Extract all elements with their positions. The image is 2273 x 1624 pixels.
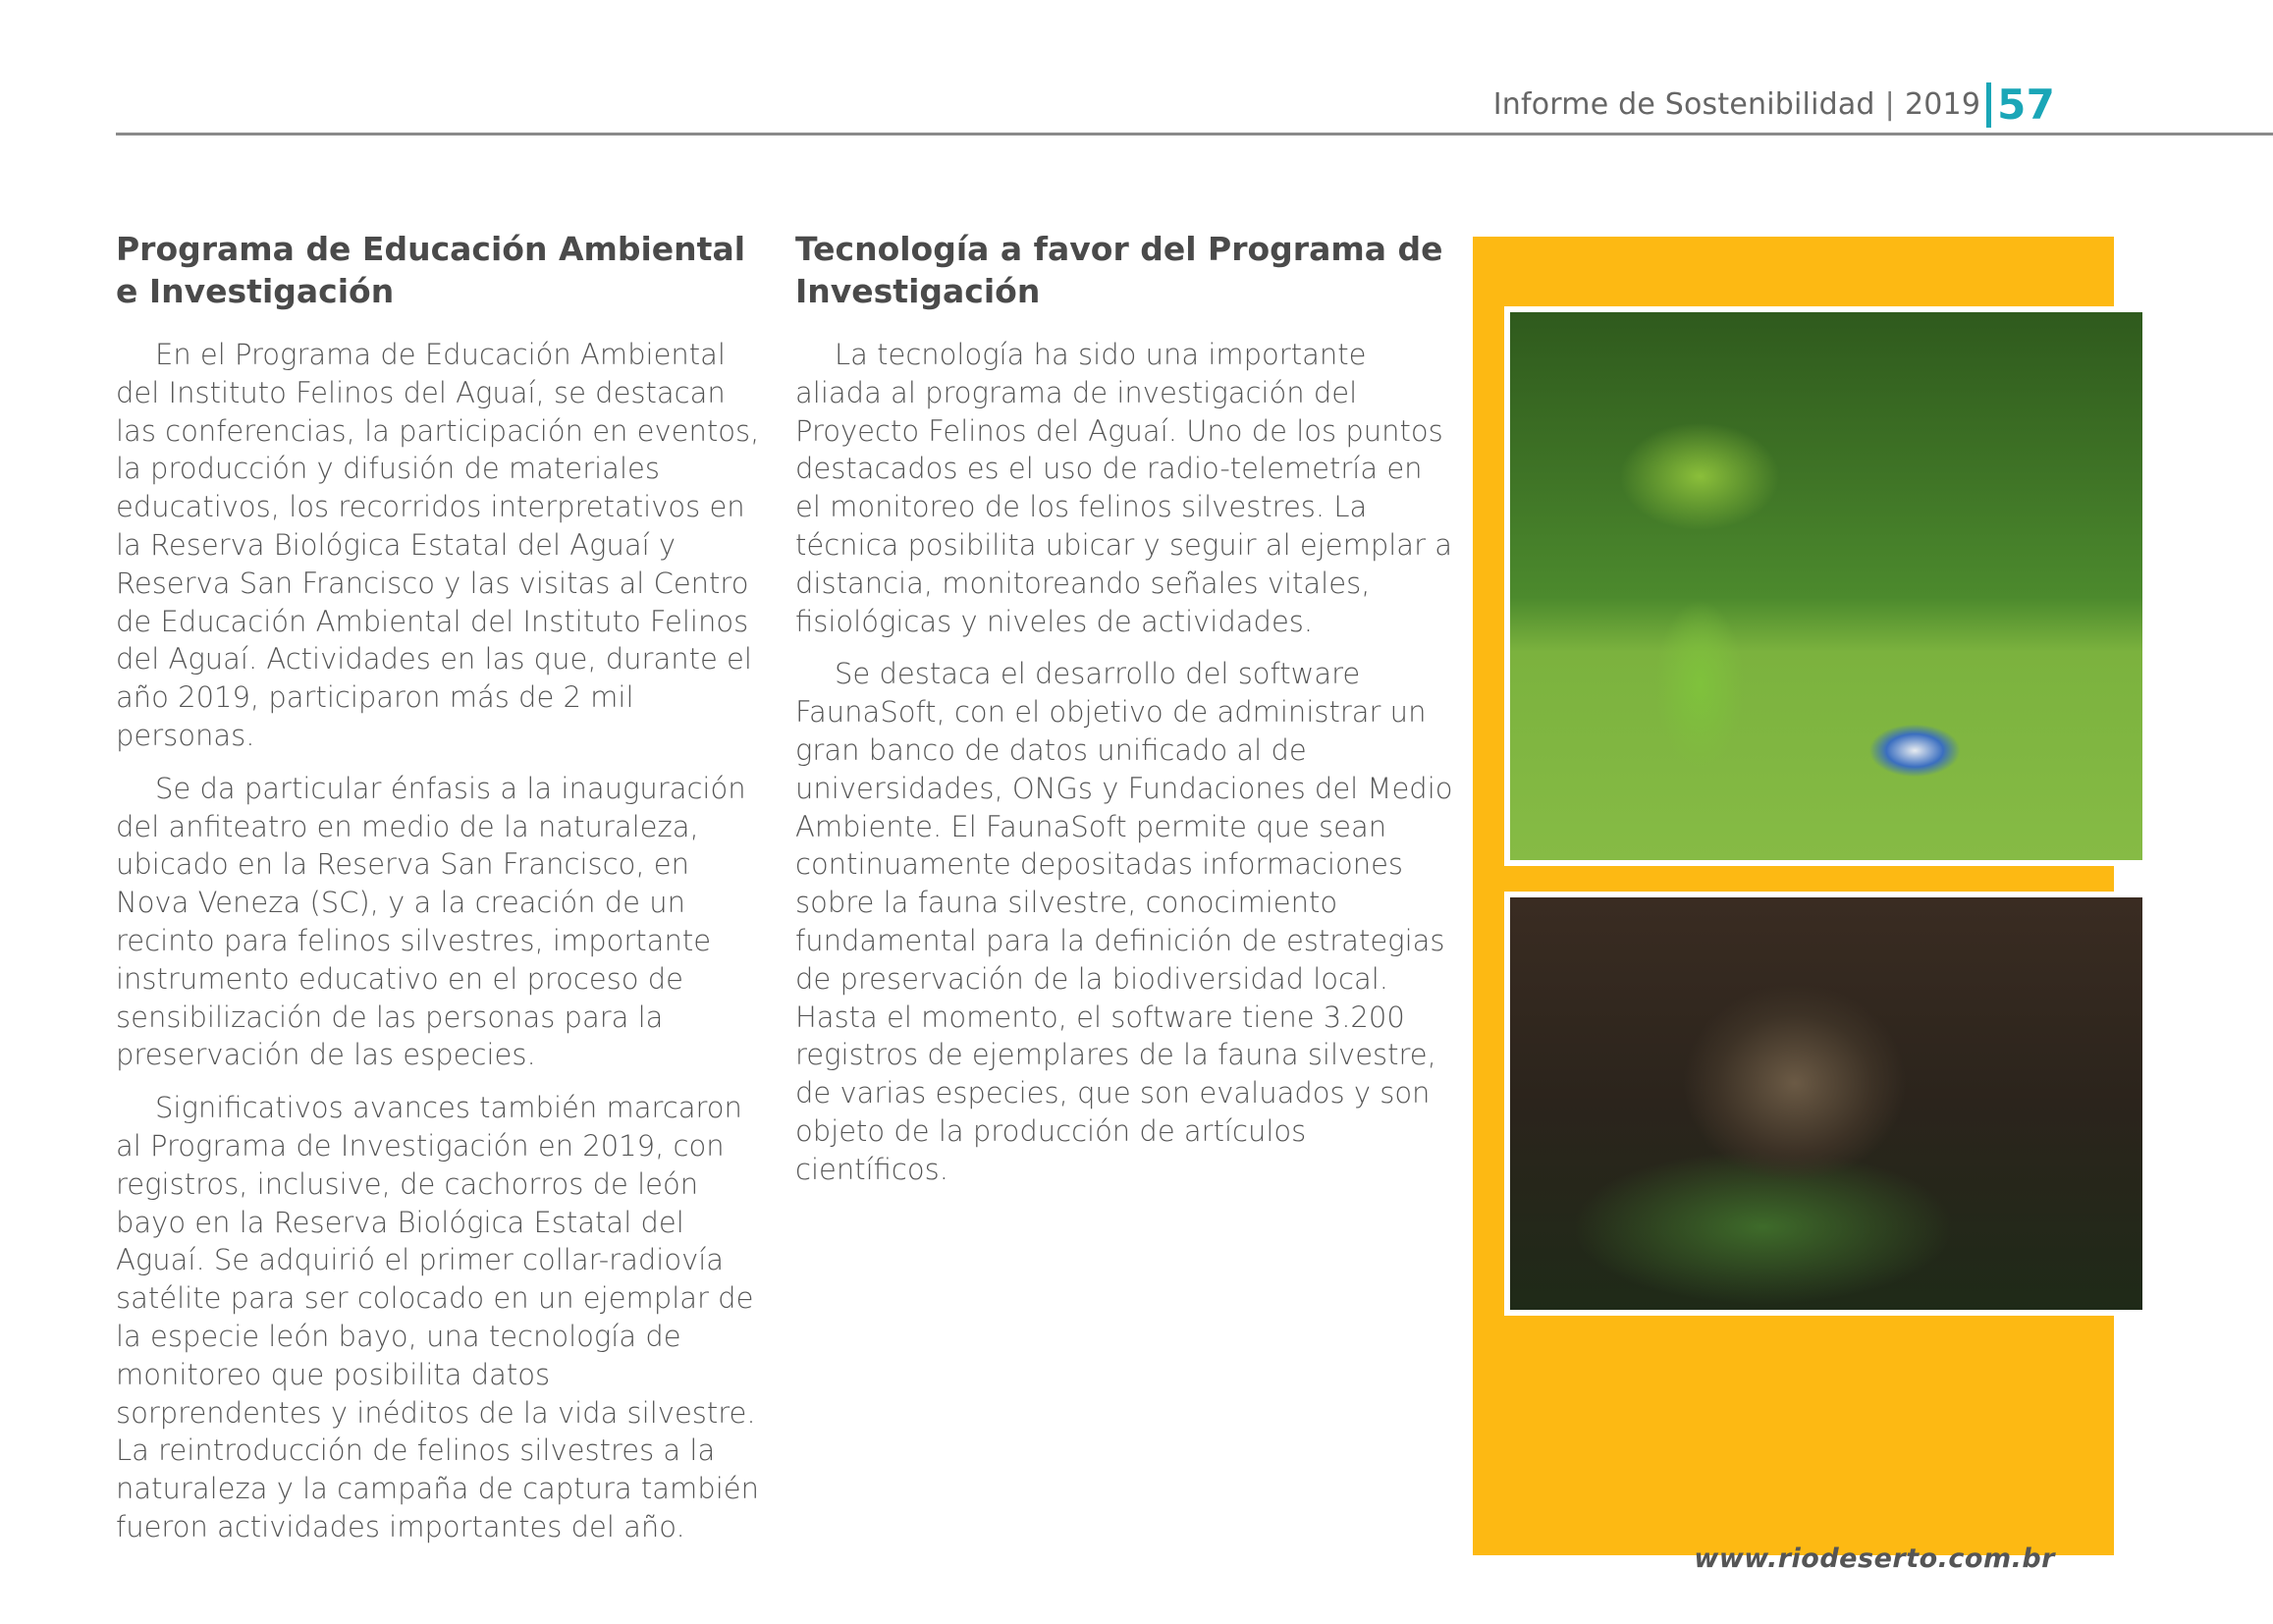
- paragraph: En el Programa de Educación Ambiental del Instituto Felinos del Aguaí, se destacan las conferencias, la participación en eventos, la producción y difusión de materiales educativos, los recorridos interpretativos en la Reserva Biológica Estatal del Aguaí y Reserva San Francisco y las visitas al Centro de Educación Ambiental del Instituto Felinos del Aguaí. Actividades en las que, durante el año 2019, participaron más de 2 mil personas.: [116, 338, 760, 752]
- column-education-program: [116, 228, 764, 1561]
- paragraph: Significativos avances también marcaron al Programa de Investigación en 2019, con registros, inclusive, de cachorros de león bayo en la Reserva Biológica Estatal del Aguaí. Se adquirió el primer collar-radiovía satélite para ser colocado en un ejemplar de la especie león bayo, una tecnología de monitoreo que posibilita datos sorprendentes y inéditos de la vida silvestre. La reintroducción de felinos silvestres a la naturaleza y la campaña de captura también fueron actividades importantes del año.: [116, 1091, 759, 1543]
- page-header: [0, 0, 2273, 137]
- website-link[interactable]: www.riodeserto.com.br: [1694, 1543, 2055, 1574]
- column-technology: [795, 228, 1453, 1204]
- page-number-bar: [1986, 82, 1991, 128]
- forest-image: [1510, 312, 2142, 860]
- photo-wild-cat: [1504, 892, 2148, 1316]
- paragraph: La tecnología ha sido una importante aliada al programa de investigación del Proyecto Felinos del Aguaí. Uno de los puntos destacados es el uso de radio-telemetría en el monitoreo de los felinos silvestres. La técnica posibilita ubicar y seguir al ejemplar a distancia, monitoreando señales vitales, fisiológicas y niveles de actividades.: [795, 338, 1452, 638]
- section-heading: Programa de Educación Ambiental e Investigación: [116, 230, 746, 310]
- report-title: Informe de Sostenibilidad: [1492, 87, 1875, 122]
- paragraph: Se destaca el desarrollo del software FaunaSoft, con el objetivo de administrar un gran banco de datos unificado al de universidades, ONGs y Fundaciones del Medio Ambiente. El FaunaSoft permite que sean continuamente depositadas informaciones sobre la fauna silvestre, conocimiento fundamental para la definición de estrategias de preservación de la biodiversidad local. Hasta el momento, el software tiene 3.200 registros de ejemplares de la fauna silvestre, de varias especies, que son evaluados y son objeto de la producción de artículos científicos.: [795, 657, 1453, 1186]
- page-number: [1986, 81, 2055, 129]
- running-header: [1493, 81, 2055, 129]
- wild-cat-image: [1510, 897, 2142, 1310]
- header-rule: [116, 133, 2273, 135]
- report-year: 2019: [1904, 87, 1981, 122]
- page-number-value: 57: [1997, 81, 2055, 129]
- section-heading: Tecnología a favor del Programa de Investigación: [795, 230, 1443, 310]
- header-separator: |: [1884, 87, 1895, 122]
- paragraph: Se da particular énfasis a la inauguración del anfiteatro en medio de la naturaleza, ubicado en la Reserva San Francisco, en Nova Veneza (SC), y a la creación de un recinto para felinos silvestres, importante instrumento educativo en el proceso de sensibilización de las personas para la preservación de las especies.: [116, 771, 746, 1072]
- photo-amphitheater: [1504, 306, 2148, 866]
